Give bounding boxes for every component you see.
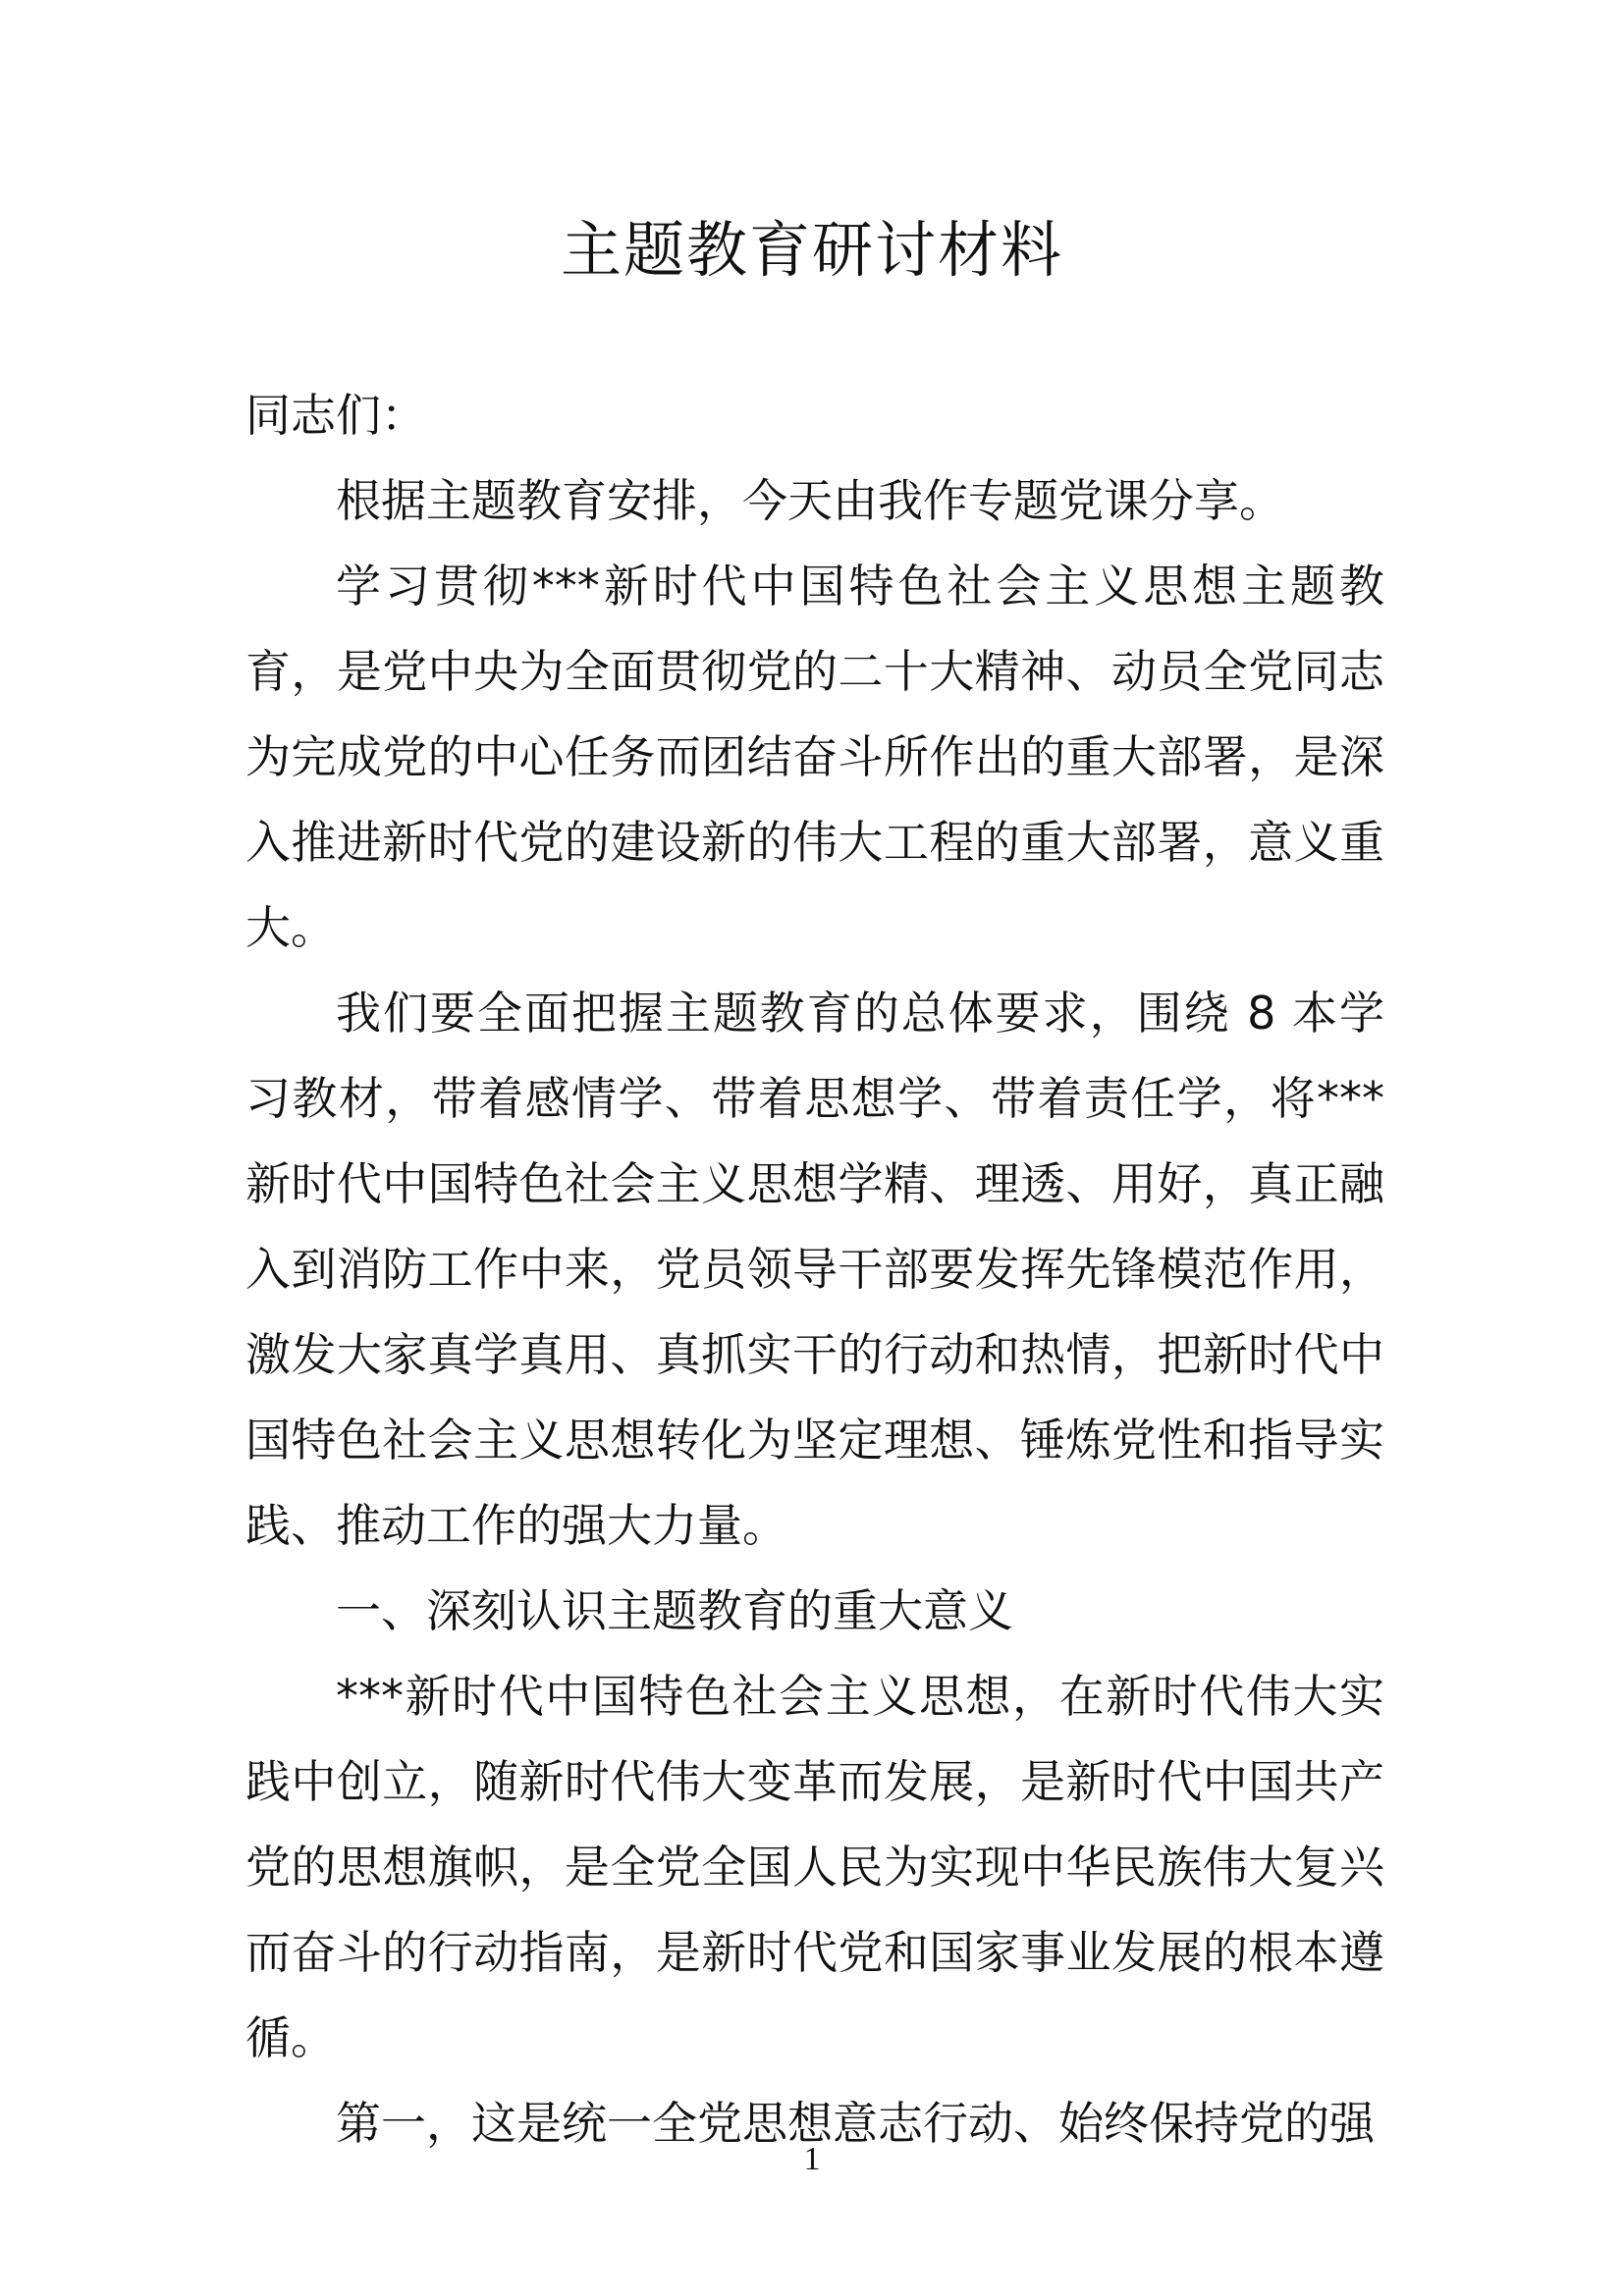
document-title: 主题教育研讨材料 <box>560 214 1063 286</box>
paragraph-intro: 根据主题教育安排，今天由我作专题党课分享。 <box>336 474 1284 527</box>
document-body <box>245 373 1384 2166</box>
paragraph-thought: ***新时代中国特色社会主义思想，在新时代伟大实践中创立，随新时代伟大变革而发展，是新时代中国共产党的思想旗帜，是全党全国人民为实现中华民族伟大复兴而奋斗的行动指南，是新时代党和国家事业发展的根本遵循。 <box>245 1670 1384 2064</box>
page-number: 1 <box>803 2141 821 2177</box>
paragraph-first-point: 第一，这是统一全党思想意志行动、始终保持党的强 <box>336 2097 1375 2150</box>
paragraph-significance: 学习贯彻***新时代中国特色社会主义思想主题教育，是党中央为全面贯彻党的二十大精神、动员全党同志为完成党的中心任务而团结奋斗所作出的重大部署，是深入推进新时代党的建设新的伟大工程的重大部署，意义重大。 <box>245 560 1384 954</box>
salutation: 同志们： <box>245 389 426 442</box>
paragraph-requirements: 我们要全面把握主题教育的总体要求，围绕 8 本学习教材，带着感情学、带着思想学、带着责任学，将***新时代中国特色社会主义思想学精、理透、用好，真正融入到消防工作中来，党员领导干部要发挥先锋模范作用，激发大家真学真用、真抓实干的行动和热情，把新时代中国特色社会主义思想转化为坚定理想、锤炼党性和指导实践、推动工作的强大力量。 <box>245 987 1384 1552</box>
section-heading-1: 一、深刻认识主题教育的重大意义 <box>336 1584 1013 1637</box>
